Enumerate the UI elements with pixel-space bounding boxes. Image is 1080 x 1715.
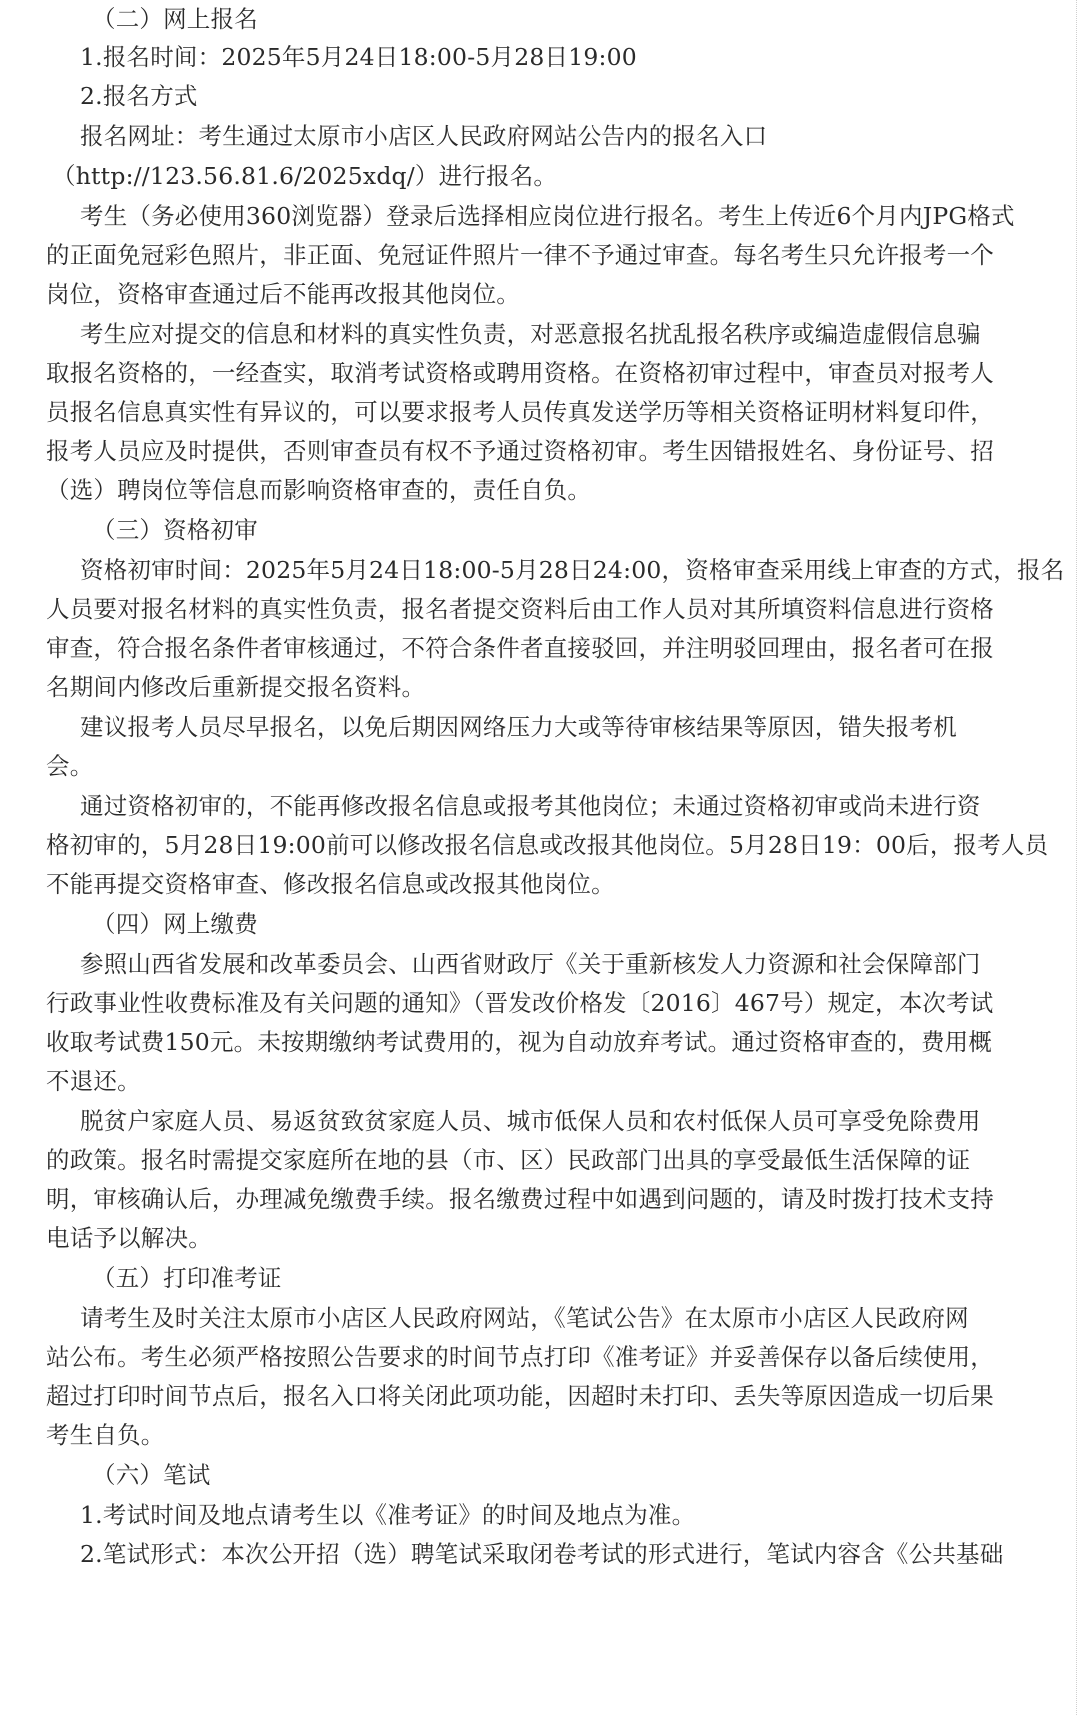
paragraph-line: 脱贫户家庭人员、易返贫致贫家庭人员、城市低保人员和农村低保人员可享受免除费用 [80,1107,981,1135]
paragraph-line: 会。 [46,752,94,780]
paragraph-line: 格初审的，5月28日19:00前可以修改报名信息或改报其他岗位。5月28日19：00后，报考人员 [46,831,1049,859]
paragraph-line: 人员要对报名材料的真实性负责，报名者提交资料后由工作人员对其所填资料信息进行资格 [46,595,994,623]
section-heading-written-exam: （六）笔试 [92,1461,211,1489]
paragraph-line: 不退还。 [46,1067,141,1095]
paragraph-line: 员报名信息真实性有异议的，可以要求报考人员传真发送学历等相关资格证明材料复印件， [46,398,994,426]
page-edge-divider [1076,0,1077,1715]
section-heading-online-registration: （二）网上报名 [92,5,258,33]
registration-url-link[interactable]: （http://123.56.81.6/2025xdq/）进行报名。 [52,162,558,190]
paragraph-line: （选）聘岗位等信息而影响资格审查的，责任自负。 [46,476,592,504]
paragraph-line: 超过打印时间节点后，报名入口将关闭此项功能，因超时未打印、丢失等原因造成一切后果 [46,1382,994,1410]
paragraph-line: 站公布。考生必须严格按照公告要求的时间节点打印《准考证》并妥善保存以备后续使用， [46,1343,994,1371]
paragraph-line: 的正面免冠彩色照片，非正面、免冠证件照片一律不予通过审查。每名考生只允许报考一个 [46,241,994,269]
paragraph-line: 请考生及时关注太原市小店区人民政府网站，《笔试公告》在太原市小店区人民政府网 [80,1304,969,1332]
paragraph-line: 考生应对提交的信息和材料的真实性负责，对恶意报名扰乱报名秩序或编造虚假信息骗 [80,320,981,348]
registration-method: 2.报名方式 [80,82,198,110]
paragraph-line: 1.考试时间及地点请考生以《准考证》的时间及地点为准。 [80,1501,696,1529]
paragraph-line: 明，审核确认后，办理减免缴费手续。报名缴费过程中如遇到问题的，请及时拨打技术支持 [46,1185,994,1213]
paragraph-line: 行政事业性收费标准及有关问题的通知》（晋发改价格发〔2016〕467号）规定，本次考试 [46,989,994,1017]
paragraph-line: 考生自负。 [46,1421,165,1449]
paragraph-line: 的政策。报名时需提交家庭所在地的县（市、区）民政部门出具的享受最低生活保障的证 [46,1146,971,1174]
paragraph-line: 资格初审时间：2025年5月24日18:00-5月28日24:00，资格审查采用线上审查的方式，报名 [80,556,1065,584]
registration-url-text: 报名网址：考生通过太原市小店区人民政府网站公告内的报名入口 [80,122,768,150]
paragraph-line: 2.笔试形式：本次公开招（选）聘笔试采取闭卷考试的形式进行，笔试内容含《公共基础 [80,1540,1004,1568]
paragraph-line: 收取考试费150元。未按期缴纳考试费用的，视为自动放弃考试。通过资格审查的，费用概 [46,1028,993,1056]
section-heading-qualification-review: （三）资格初审 [92,516,258,544]
paragraph-line: 不能再提交资格审查、修改报名信息或改报其他岗位。 [46,870,615,898]
paragraph-line: 通过资格初审的，不能再修改报名信息或报考其他岗位；未通过资格初审或尚未进行资 [80,792,981,820]
section-heading-online-payment: （四）网上缴费 [92,910,258,938]
paragraph-line: 取报名资格的，一经查实，取消考试资格或聘用资格。在资格初审过程中，审查员对报考人 [46,359,994,387]
paragraph-line: 名期间内修改后重新提交报名资料。 [46,673,426,701]
paragraph-line: 建议报考人员尽早报名，以免后期因网络压力大或等待审核结果等原因，错失报考机 [80,713,957,741]
paragraph-line: 报考人员应及时提供，否则审查员有权不予通过资格初审。考生因错报姓名、身份证号、招 [46,437,994,465]
registration-time: 1.报名时间：2025年5月24日18:00-5月28日19:00 [80,43,637,71]
paragraph-line: 考生（务必使用360浏览器）登录后选择相应岗位进行报名。考生上传近6个月内JPG格式 [80,202,1015,230]
section-heading-print-admission-ticket: （五）打印准考证 [92,1264,282,1292]
paragraph-line: 岗位，资格审查通过后不能再改报其他岗位。 [46,280,520,308]
paragraph-line: 审查，符合报名条件者审核通过，不符合条件者直接驳回，并注明驳回理由，报名者可在报 [46,634,994,662]
paragraph-line: 参照山西省发展和改革委员会、山西省财政厅《关于重新核发人力资源和社会保障部门 [80,950,981,978]
paragraph-line: 电话予以解决。 [46,1224,212,1252]
